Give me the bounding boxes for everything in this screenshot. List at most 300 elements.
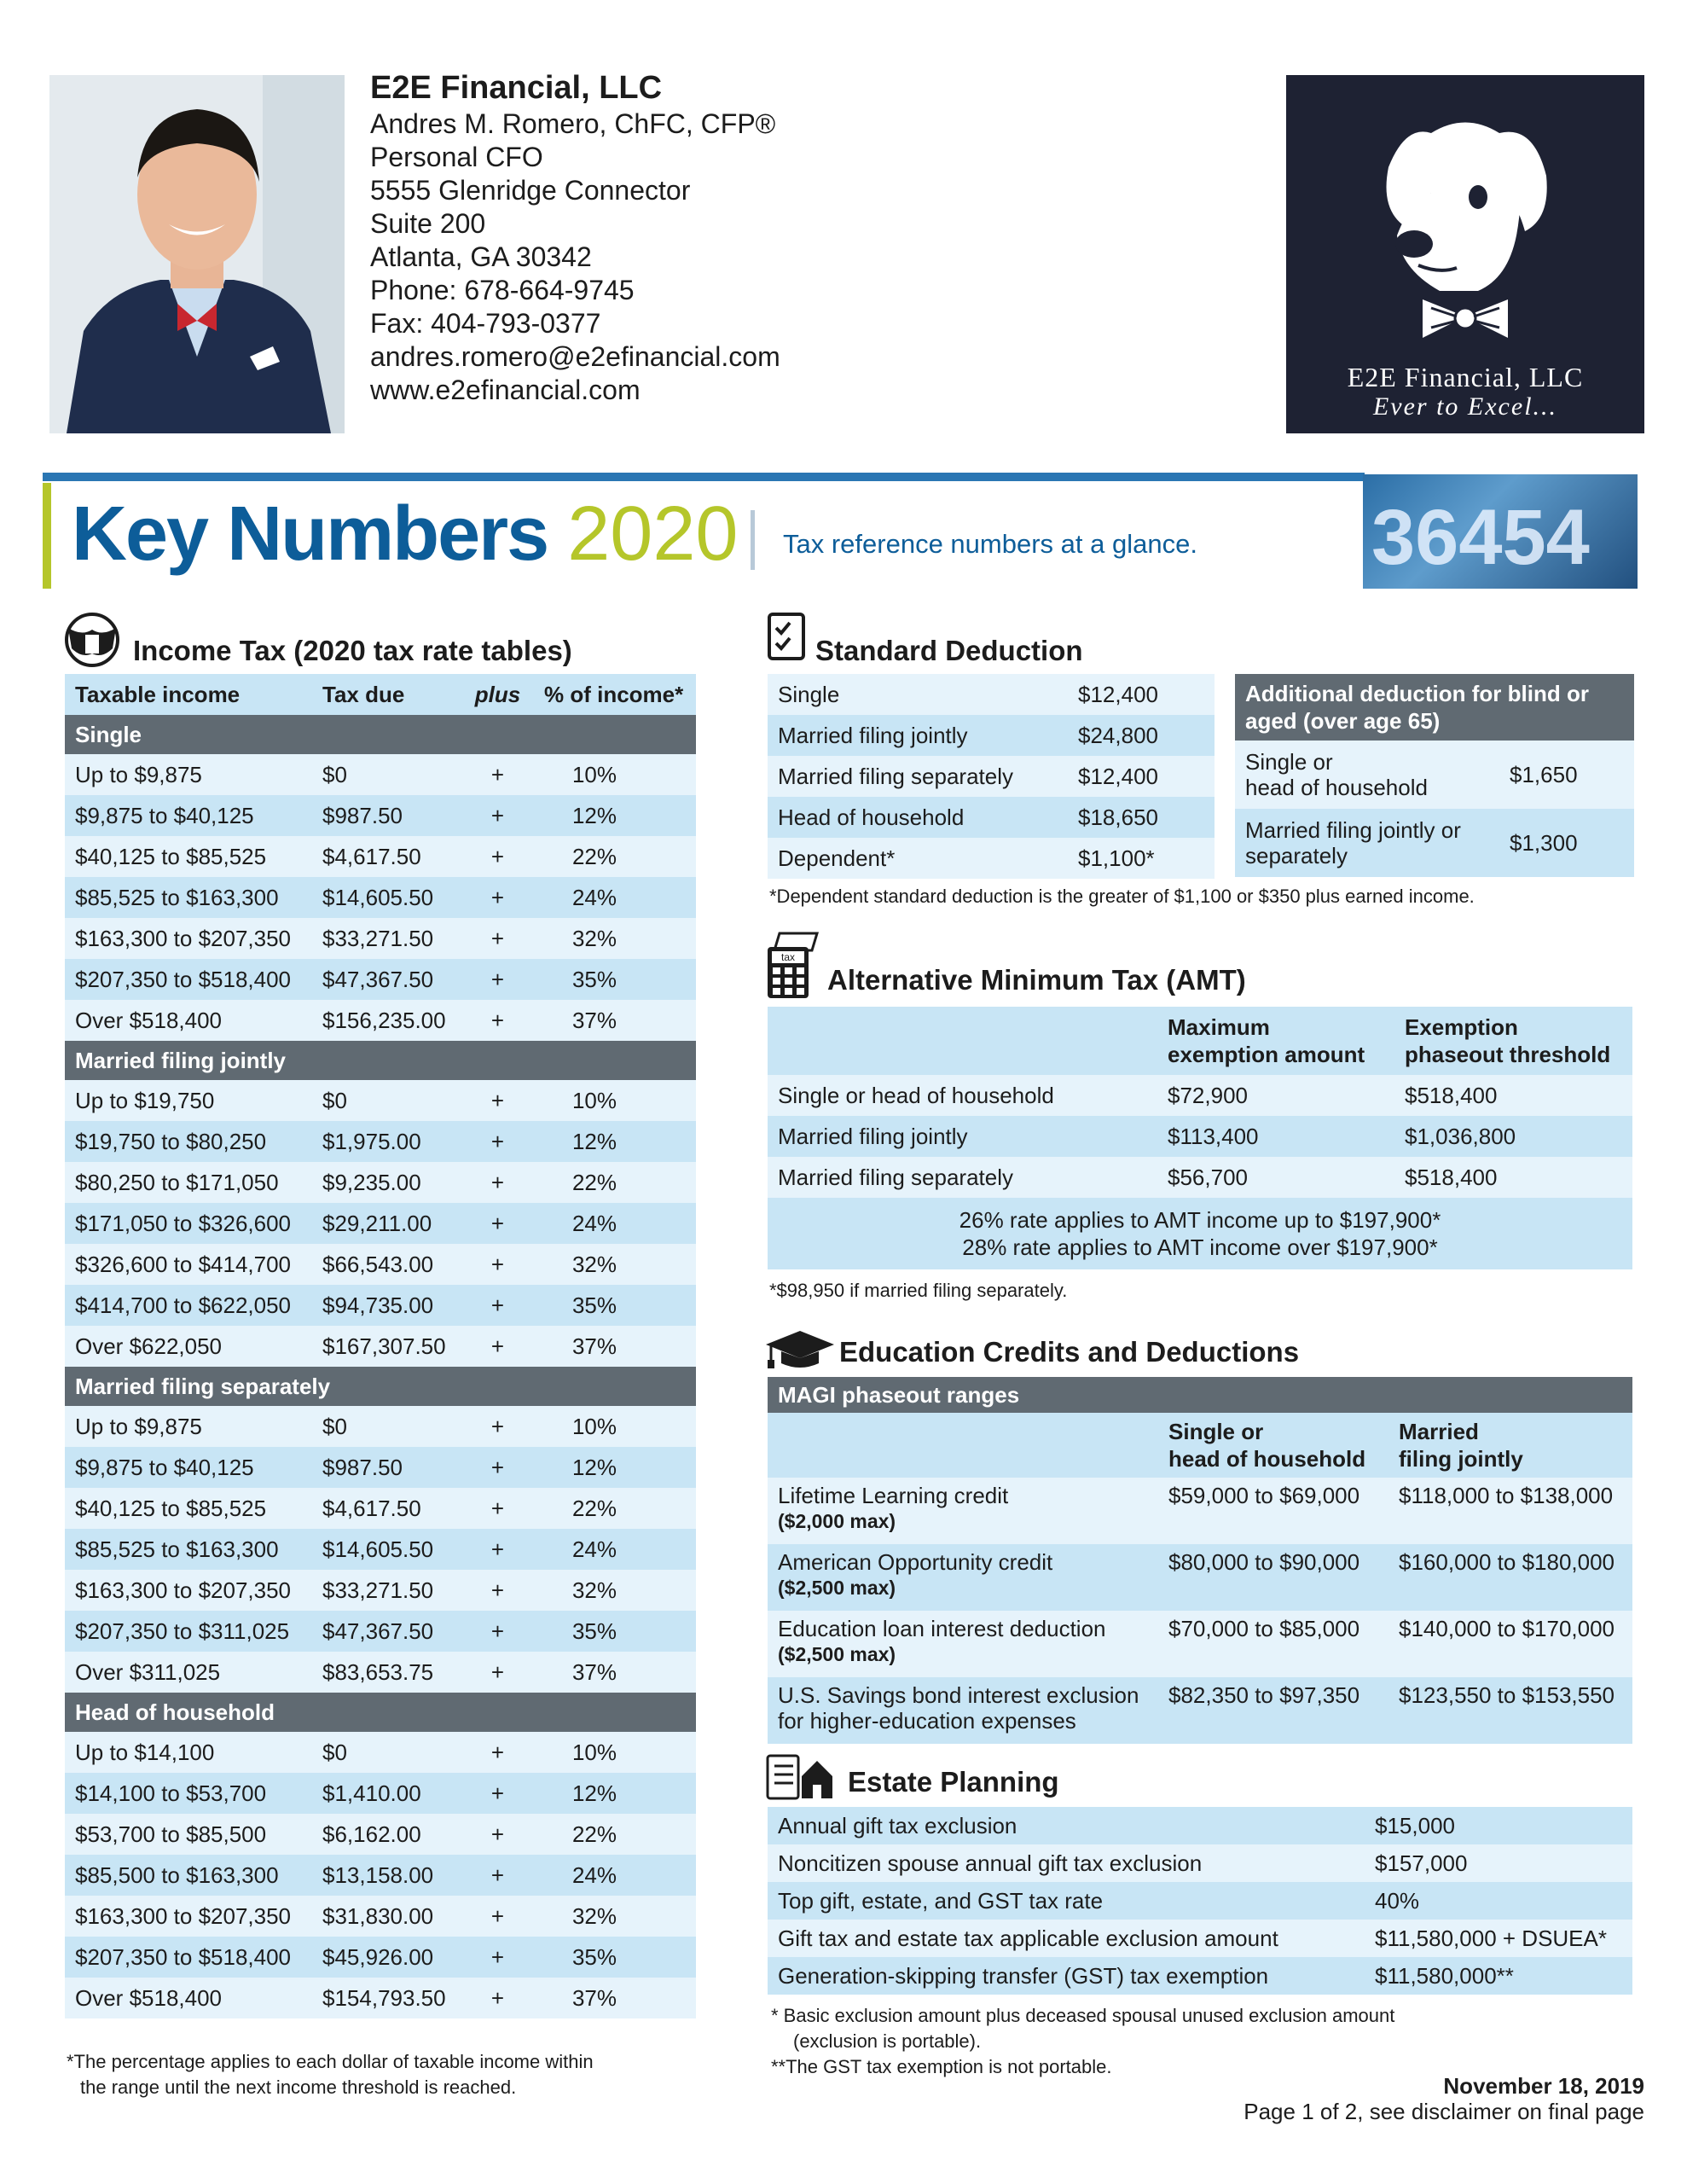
filing-status: Single [768, 674, 1068, 715]
firm-name: E2E Financial, LLC [370, 70, 663, 106]
education-body [768, 1478, 1632, 1744]
standard-deduction-row [768, 756, 1215, 797]
additional-row-value: $1,300 [1499, 809, 1634, 877]
bracket-range: Over $518,400 [65, 1000, 312, 1041]
bracket-range: $40,125 to $85,525 [65, 836, 312, 877]
bracket-rate: 35% [534, 1285, 696, 1326]
bracket-tax-due: $45,926.00 [312, 1937, 461, 1978]
bracket-tax-due: $31,830.00 [312, 1896, 461, 1937]
additional-row-label-line-1: Married filing jointly or [1245, 817, 1461, 843]
tax-bracket-row [65, 1855, 696, 1896]
education-title: Education Credits and Deductions [839, 1336, 1300, 1368]
amt-filing-status: Single or head of household [768, 1075, 1157, 1116]
bracket-range: $171,050 to $326,600 [65, 1203, 312, 1244]
bracket-rate: 22% [534, 1162, 696, 1203]
tax-bracket-row [65, 1000, 696, 1041]
bracket-plus: + [461, 1611, 534, 1652]
single-phaseout-range: $59,000 to $69,000 [1158, 1478, 1388, 1544]
amt-rate-line-1: 26% rate applies to AMT income up to $197,900* [959, 1207, 1441, 1233]
amt-phaseout-threshold: $518,400 [1394, 1157, 1632, 1198]
bracket-plus: + [461, 1773, 534, 1814]
bracket-range: $19,750 to $80,250 [65, 1121, 312, 1162]
bracket-rate: 10% [534, 1406, 696, 1447]
bracket-rate: 22% [534, 836, 696, 877]
bracket-rate: 35% [534, 1611, 696, 1652]
bracket-range: Up to $14,100 [65, 1732, 312, 1773]
amt-max-exemption: $56,700 [1157, 1157, 1394, 1198]
amt-rate-row [768, 1198, 1632, 1269]
education-subheader [768, 1377, 1632, 1413]
tax-bracket-row [65, 1406, 696, 1447]
amt-filing-status: Married filing jointly [768, 1116, 1157, 1157]
income-tax-body [65, 715, 696, 2018]
bracket-range: Up to $9,875 [65, 754, 312, 795]
dog-mascot-icon [1371, 99, 1559, 355]
education-item-name: Education loan interest deduction [778, 1616, 1106, 1641]
bracket-plus: + [461, 1326, 534, 1367]
estate-item: Top gift, estate, and GST tax rate [768, 1882, 1365, 1920]
bracket-rate: 37% [534, 1326, 696, 1367]
filing-status-label: Married filing separately [65, 1367, 696, 1406]
bracket-plus: + [461, 918, 534, 959]
bracket-tax-due: $4,617.50 [312, 1488, 461, 1529]
address-line-2: Suite 200 [370, 208, 486, 239]
bracket-tax-due: $14,605.50 [312, 1529, 461, 1570]
tax-icon-label: tax [780, 951, 796, 963]
bracket-rate: 37% [534, 1652, 696, 1693]
bracket-range: $163,300 to $207,350 [65, 918, 312, 959]
edu-col-joint-line-1: Married [1399, 1419, 1479, 1444]
logo-firm-name: E2E Financial, LLC [1347, 362, 1584, 392]
filing-status-label: Married filing jointly [65, 1041, 696, 1080]
education-table [768, 1377, 1632, 1744]
tax-bracket-row [65, 1447, 696, 1488]
tax-bracket-row [65, 1732, 696, 1773]
title-year: 2020 [567, 491, 739, 577]
bracket-rate: 22% [534, 1488, 696, 1529]
estate-row [768, 1844, 1632, 1882]
amt-row [768, 1116, 1632, 1157]
additional-row-label-line-2: head of household [1245, 775, 1428, 800]
bracket-plus: + [461, 1978, 534, 2018]
bracket-rate: 24% [534, 1203, 696, 1244]
bracket-tax-due: $66,543.00 [312, 1244, 461, 1285]
education-row [768, 1478, 1632, 1544]
bracket-plus: + [461, 1406, 534, 1447]
tax-bracket-row [65, 1652, 696, 1693]
standard-deduction-body [768, 674, 1215, 879]
contact-block [370, 68, 780, 407]
additional-row-value: $1,650 [1499, 741, 1634, 809]
tax-bracket-row [65, 1326, 696, 1367]
logo-tagline: Ever to Excel... [1372, 392, 1558, 421]
advisor-name: Andres M. Romero, ChFC, CFP® [370, 108, 776, 139]
bracket-range: $14,100 to $53,700 [65, 1773, 312, 1814]
col-tax-due: Tax due [322, 681, 405, 707]
estate-row [768, 1920, 1632, 1957]
amt-phaseout-threshold: $1,036,800 [1394, 1116, 1632, 1157]
amt-phaseout-threshold: $518,400 [1394, 1075, 1632, 1116]
estate-row [768, 1807, 1632, 1844]
tax-bracket-row [65, 1937, 696, 1978]
bracket-plus: + [461, 1203, 534, 1244]
bracket-tax-due: $4,617.50 [312, 836, 461, 877]
bracket-tax-due: $167,307.50 [312, 1326, 461, 1367]
education-row [768, 1611, 1632, 1677]
edu-col-single-line-1: Single or [1168, 1419, 1264, 1444]
bracket-tax-due: $0 [312, 1080, 461, 1121]
filing-status: Married filing separately [768, 756, 1068, 797]
tax-bracket-row [65, 795, 696, 836]
standard-deduction-note: *Dependent standard deduction is the greater of $1,100 or $350 plus earned income. [769, 886, 1475, 907]
estate-value: $11,580,000 + DSUEA* [1365, 1920, 1632, 1957]
estate-row [768, 1882, 1632, 1920]
bracket-range: $53,700 to $85,500 [65, 1814, 312, 1855]
email-link[interactable]: andres.romero@e2efinancial.com [370, 341, 780, 372]
bracket-rate: 24% [534, 1855, 696, 1896]
bracket-plus: + [461, 1080, 534, 1121]
bracket-range: Up to $19,750 [65, 1080, 312, 1121]
bracket-range: $163,300 to $207,350 [65, 1896, 312, 1937]
bracket-rate: 37% [534, 1000, 696, 1041]
bracket-plus: + [461, 1570, 534, 1611]
bracket-range: Over $518,400 [65, 1978, 312, 2018]
bracket-plus: + [461, 836, 534, 877]
filing-status-label: Head of household [65, 1693, 696, 1732]
page-subtitle: Tax reference numbers at a glance. [783, 529, 1197, 559]
single-phaseout-range: $80,000 to $90,000 [1158, 1544, 1388, 1611]
standard-deduction-row [768, 715, 1215, 756]
bracket-tax-due: $987.50 [312, 795, 461, 836]
standard-deduction-row [768, 838, 1215, 879]
phone: Phone: 678-664-9745 [370, 275, 635, 305]
filing-status: Married filing jointly [768, 715, 1068, 756]
education-item-detail: for higher-education expenses [778, 1708, 1076, 1734]
tax-bracket-row [65, 877, 696, 918]
tax-bracket-row [65, 1978, 696, 2018]
amt-row [768, 1157, 1632, 1198]
col-taxable-income: Taxable income [75, 681, 241, 707]
document-house-icon [764, 1751, 836, 1802]
estate-note-1-line-1: * Basic exclusion amount plus deceased spousal unused exclusion amount [771, 2005, 1395, 2026]
firm-logo [1286, 75, 1644, 433]
bracket-range: Over $622,050 [65, 1326, 312, 1367]
title-rule [43, 473, 1365, 481]
bracket-range: $9,875 to $40,125 [65, 1447, 312, 1488]
bracket-plus: + [461, 1896, 534, 1937]
title-separator [751, 510, 755, 570]
filing-status-group-header [65, 1041, 696, 1080]
tax-bracket-row [65, 1896, 696, 1937]
bracket-rate: 10% [534, 1080, 696, 1121]
education-item-name: U.S. Savings bond interest exclusion [778, 1682, 1139, 1708]
bracket-rate: 32% [534, 918, 696, 959]
estate-planning-table [768, 1807, 1632, 1995]
title-accent-bar [43, 483, 51, 589]
bracket-range: $207,350 to $311,025 [65, 1611, 312, 1652]
bracket-tax-due: $0 [312, 754, 461, 795]
bracket-rate: 10% [534, 1732, 696, 1773]
bracket-plus: + [461, 1285, 534, 1326]
bracket-tax-due: $14,605.50 [312, 877, 461, 918]
tax-bracket-row [65, 1570, 696, 1611]
bracket-tax-due: $154,793.50 [312, 1978, 461, 2018]
income-tax-note [67, 2049, 594, 2100]
amt-max-exemption: $72,900 [1157, 1075, 1394, 1116]
website-link[interactable]: www.e2efinancial.com [370, 375, 641, 405]
bracket-rate: 32% [534, 1244, 696, 1285]
estate-row [768, 1957, 1632, 1995]
bracket-plus: + [461, 1652, 534, 1693]
tax-bracket-row [65, 1162, 696, 1203]
education-item-detail: ($2,500 max) [778, 1577, 896, 1599]
bracket-rate: 32% [534, 1570, 696, 1611]
additional-row-label-line-2: separately [1245, 843, 1348, 868]
bracket-rate: 12% [534, 1773, 696, 1814]
bracket-tax-due: $29,211.00 [312, 1203, 461, 1244]
additional-deduction-header [1235, 674, 1634, 741]
deduction-amount: $12,400 [1068, 756, 1215, 797]
education-item [768, 1544, 1158, 1611]
bracket-rate: 24% [534, 877, 696, 918]
filing-status: Dependent* [768, 838, 1068, 879]
bracket-range: $326,600 to $414,700 [65, 1244, 312, 1285]
title-main: Key Numbers [72, 491, 548, 577]
bracket-tax-due: $156,235.00 [312, 1000, 461, 1041]
education-row [768, 1677, 1632, 1744]
amt-col-phaseout-line-2: phaseout threshold [1405, 1042, 1611, 1067]
bracket-tax-due: $13,158.00 [312, 1855, 461, 1896]
amt-body [768, 1075, 1632, 1198]
amt-col-max-line-2: exemption amount [1168, 1042, 1365, 1067]
income-tax-table [65, 674, 696, 2018]
education-row [768, 1544, 1632, 1611]
standard-deduction-row [768, 797, 1215, 838]
bracket-plus: + [461, 959, 534, 1000]
tax-bracket-row [65, 1244, 696, 1285]
estate-notes [771, 2003, 1394, 2080]
filing-status: Head of household [768, 797, 1068, 838]
bracket-tax-due: $33,271.50 [312, 918, 461, 959]
checklist-icon [766, 611, 809, 662]
bracket-tax-due: $47,367.50 [312, 1611, 461, 1652]
tax-bracket-row [65, 754, 696, 795]
income-tax-note-line-1: *The percentage applies to each dollar of taxable income within [67, 2051, 594, 2072]
bracket-range: $9,875 to $40,125 [65, 795, 312, 836]
amt-filing-status: Married filing separately [768, 1157, 1157, 1198]
bracket-rate: 12% [534, 795, 696, 836]
col-percent-of-income: % of income* [544, 681, 684, 707]
filing-status-group-header [65, 715, 696, 754]
bracket-tax-due: $1,410.00 [312, 1773, 461, 1814]
bracket-tax-due: $94,735.00 [312, 1285, 461, 1326]
estate-item: Annual gift tax exclusion [768, 1807, 1365, 1844]
deduction-amount: $1,100* [1068, 838, 1215, 879]
bracket-rate: 10% [534, 754, 696, 795]
bracket-plus: + [461, 1529, 534, 1570]
bracket-plus: + [461, 1447, 534, 1488]
bracket-tax-due: $9,235.00 [312, 1162, 461, 1203]
additional-row-label-line-1: Single or [1245, 749, 1333, 775]
fax: Fax: 404-793-0377 [370, 308, 601, 339]
graduation-cap-icon [764, 1327, 836, 1370]
tax-bracket-row [65, 959, 696, 1000]
address-city: Atlanta, GA 30342 [370, 241, 592, 272]
additional-header-line-2: aged (over age 65) [1245, 708, 1441, 734]
tax-bracket-row [65, 1285, 696, 1326]
col-plus: plus [474, 681, 521, 707]
bracket-range: $40,125 to $85,525 [65, 1488, 312, 1529]
estate-value: $15,000 [1365, 1807, 1632, 1844]
amt-col-max-line-1: Maximum [1168, 1014, 1270, 1040]
deduction-amount: $24,800 [1068, 715, 1215, 756]
bracket-rate: 12% [534, 1121, 696, 1162]
bracket-range: $85,500 to $163,300 [65, 1855, 312, 1896]
amt-row [768, 1075, 1632, 1116]
estate-value: 40% [1365, 1882, 1632, 1920]
bracket-range: $207,350 to $518,400 [65, 1937, 312, 1978]
bracket-plus: + [461, 1937, 534, 1978]
additional-row [1235, 809, 1634, 877]
bracket-plus: + [461, 1244, 534, 1285]
additional-deduction-table [1235, 674, 1634, 877]
amt-rate-line-2: 28% rate applies to AMT income over $197,900* [962, 1234, 1438, 1260]
joint-phaseout-range: $123,550 to $153,550 [1388, 1677, 1632, 1744]
address-line-1: 5555 Glenridge Connector [370, 175, 691, 206]
additional-row [1235, 741, 1634, 809]
estate-planning-body [768, 1807, 1632, 1995]
page-title [72, 483, 738, 585]
edu-col-single-line-2: head of household [1168, 1446, 1366, 1472]
advisor-photo [49, 75, 345, 433]
estate-note-1-line-2: (exclusion is portable). [793, 2030, 982, 2052]
bracket-tax-due: $987.50 [312, 1447, 461, 1488]
education-item [768, 1611, 1158, 1677]
estate-item: Noncitizen spouse annual gift tax exclusion [768, 1844, 1365, 1882]
tax-bracket-row [65, 918, 696, 959]
bracket-rate: 37% [534, 1978, 696, 2018]
estate-value: $11,580,000** [1365, 1957, 1632, 1995]
bracket-plus: + [461, 1855, 534, 1896]
amt-title: Alternative Minimum Tax (AMT) [827, 964, 1246, 996]
bracket-tax-due: $1,975.00 [312, 1121, 461, 1162]
bracket-tax-due: $83,653.75 [312, 1652, 461, 1693]
bracket-range: $85,525 to $163,300 [65, 1529, 312, 1570]
estate-note-2: **The GST tax exemption is not portable. [771, 2056, 1112, 2077]
estate-planning-title: Estate Planning [848, 1766, 1059, 1798]
education-item-detail: ($2,500 max) [778, 1643, 896, 1665]
tax-bracket-row [65, 1488, 696, 1529]
bracket-range: $163,300 to $207,350 [65, 1570, 312, 1611]
education-item-name: Lifetime Learning credit [778, 1483, 1009, 1508]
bracket-tax-due: $0 [312, 1406, 461, 1447]
bracket-range: $80,250 to $171,050 [65, 1162, 312, 1203]
amt-max-exemption: $113,400 [1157, 1116, 1394, 1157]
education-item-detail: ($2,000 max) [778, 1510, 896, 1532]
bracket-plus: + [461, 1162, 534, 1203]
bracket-plus: + [461, 754, 534, 795]
estate-item: Gift tax and estate tax applicable exclusion amount [768, 1920, 1365, 1957]
tax-bracket-row [65, 1773, 696, 1814]
filing-status-group-header [65, 1367, 696, 1406]
bracket-rate: 35% [534, 959, 696, 1000]
amt-note: *$98,950 if married filing separately. [769, 1280, 1068, 1301]
bracket-plus: + [461, 795, 534, 836]
bracket-rate: 32% [534, 1896, 696, 1937]
bracket-range: Over $311,025 [65, 1652, 312, 1693]
tax-bracket-row [65, 1529, 696, 1570]
single-phaseout-range: $82,350 to $97,350 [1158, 1677, 1388, 1744]
amt-table [768, 1007, 1632, 1269]
bracket-plus: + [461, 1814, 534, 1855]
income-tax-note-line-2: the range until the next income threshold is reached. [80, 2077, 517, 2098]
bracket-rate: 35% [534, 1937, 696, 1978]
standard-deduction-row [768, 674, 1215, 715]
income-tax-header-row [65, 674, 696, 715]
education-item [768, 1478, 1158, 1544]
bracket-plus: + [461, 877, 534, 918]
edu-col-joint-line-2: filing jointly [1399, 1446, 1523, 1472]
bracket-rate: 24% [534, 1529, 696, 1570]
magi-phaseout-label: MAGI phaseout ranges [768, 1377, 1632, 1413]
page-indicator: Page 1 of 2, see disclaimer on final page [1244, 2099, 1644, 2124]
irs-eagle-icon [56, 611, 128, 669]
tax-bracket-row [65, 1121, 696, 1162]
banner-digits: 36454 [1371, 494, 1590, 581]
joint-phaseout-range: $160,000 to $180,000 [1388, 1544, 1632, 1611]
advisor-role: Personal CFO [370, 142, 543, 172]
amt-header-row [768, 1007, 1632, 1075]
education-item-name: American Opportunity credit [778, 1549, 1053, 1575]
amt-col-phaseout-line-1: Exemption [1405, 1014, 1518, 1040]
bracket-tax-due: $0 [312, 1732, 461, 1773]
tax-bracket-row [65, 836, 696, 877]
bracket-tax-due: $6,162.00 [312, 1814, 461, 1855]
bracket-range: $207,350 to $518,400 [65, 959, 312, 1000]
bracket-range: Up to $9,875 [65, 1406, 312, 1447]
estate-value: $157,000 [1365, 1844, 1632, 1882]
joint-phaseout-range: $118,000 to $138,000 [1388, 1478, 1632, 1544]
filing-status-group-header [65, 1693, 696, 1732]
additional-header-line-1: Additional deduction for blind or [1245, 681, 1589, 706]
standard-deduction-title: Standard Deduction [815, 635, 1083, 666]
bracket-plus: + [461, 1121, 534, 1162]
deduction-amount: $18,650 [1068, 797, 1215, 838]
bracket-tax-due: $33,271.50 [312, 1570, 461, 1611]
filing-status-label: Single [65, 715, 696, 754]
tax-calculator-icon [764, 928, 824, 1002]
deduction-amount: $12,400 [1068, 674, 1215, 715]
bracket-tax-due: $47,367.50 [312, 959, 461, 1000]
bracket-plus: + [461, 1000, 534, 1041]
single-phaseout-range: $70,000 to $85,000 [1158, 1611, 1388, 1677]
joint-phaseout-range: $140,000 to $170,000 [1388, 1611, 1632, 1677]
education-item [768, 1677, 1158, 1744]
numbers-banner-image [1363, 474, 1638, 589]
estate-item: Generation-skipping transfer (GST) tax exemption [768, 1957, 1365, 1995]
bracket-range: $85,525 to $163,300 [65, 877, 312, 918]
tax-bracket-row [65, 1814, 696, 1855]
bracket-plus: + [461, 1488, 534, 1529]
tax-bracket-row [65, 1080, 696, 1121]
income-tax-title: Income Tax (2020 tax rate tables) [133, 635, 572, 666]
bracket-rate: 22% [534, 1814, 696, 1855]
document-date: November 18, 2019 [1443, 2073, 1644, 2099]
bracket-rate: 12% [534, 1447, 696, 1488]
tax-bracket-row [65, 1611, 696, 1652]
education-header-row [768, 1413, 1632, 1478]
tax-bracket-row [65, 1203, 696, 1244]
